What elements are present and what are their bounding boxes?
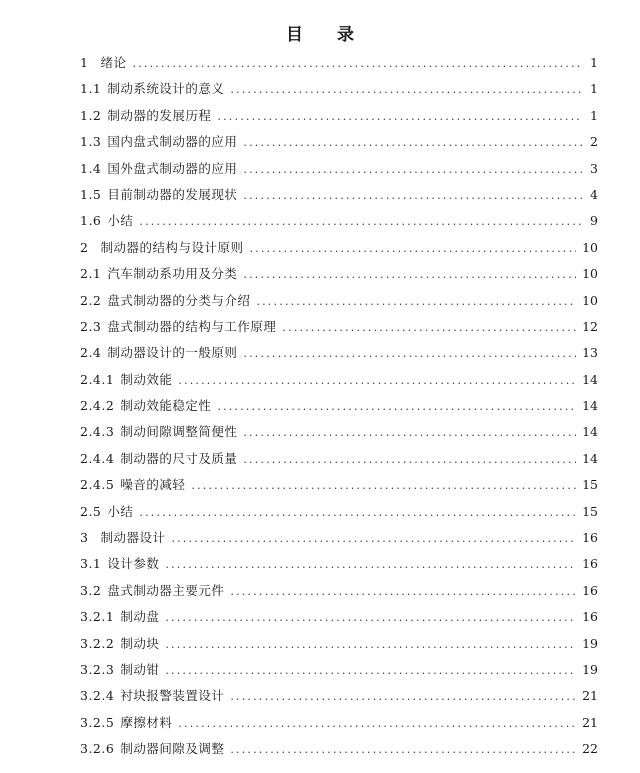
toc-entry-number: 3.1 <box>80 556 102 572</box>
toc-entry-page: 1 <box>590 107 598 123</box>
toc-dot-leader <box>191 473 576 498</box>
toc-entry-title: 制动器的尺寸及质量 <box>120 450 238 466</box>
toc-entry-number: 2.1 <box>80 266 102 282</box>
toc-entry-number: 2.4.5 <box>80 477 115 493</box>
toc-entry-title: 噪音的减轻 <box>120 477 186 493</box>
toc-entry[interactable] <box>80 604 598 630</box>
toc-entry-page: 15 <box>582 503 598 519</box>
toc-title: 目 录 <box>286 25 368 45</box>
toc-entry-title: 制动效能稳定性 <box>120 398 212 414</box>
toc-dot-leader <box>230 684 576 709</box>
toc-dot-leader <box>165 552 576 577</box>
toc-dot-leader <box>217 394 576 419</box>
toc-entry-title: 国外盘式制动器的应用 <box>107 160 238 176</box>
toc-entry[interactable] <box>80 446 598 472</box>
toc-dot-leader <box>230 77 582 102</box>
toc-entry-page: 10 <box>582 292 598 308</box>
toc-entry[interactable] <box>80 657 598 683</box>
toc-entry-title: 衬块报警装置设计 <box>120 688 225 704</box>
toc-entry-title: 汽车制动系功用及分类 <box>107 266 238 282</box>
toc-entry-title: 小结 <box>107 503 134 519</box>
toc-entry-number: 3.2.3 <box>80 661 115 677</box>
toc-entry-number: 1.1 <box>80 81 102 97</box>
toc-entry-page: 14 <box>582 398 598 414</box>
toc-entry-title: 盘式制动器的分类与介绍 <box>107 292 251 308</box>
toc-entry-number: 3.2.4 <box>80 688 115 704</box>
toc-entry-title: 制动系统设计的意义 <box>107 81 225 97</box>
toc-entry-page: 21 <box>582 688 598 704</box>
toc-entry-page: 9 <box>590 213 598 229</box>
toc-entry-number: 3.2.1 <box>80 609 115 625</box>
toc-dot-leader <box>249 236 576 261</box>
toc-entry[interactable] <box>80 710 598 736</box>
toc-entry-page: 16 <box>582 556 598 572</box>
toc-dot-leader <box>256 289 576 314</box>
toc-entry[interactable] <box>80 288 598 314</box>
toc-entry[interactable] <box>80 393 598 419</box>
toc-entry[interactable] <box>80 578 598 604</box>
toc-entry-page: 3 <box>590 160 598 176</box>
toc-entry-page: 1 <box>590 55 598 70</box>
toc-entry-page: 19 <box>582 635 598 651</box>
toc-entry-title: 制动器的发展历程 <box>107 107 212 123</box>
toc-entry-page: 10 <box>582 239 598 255</box>
toc-entry[interactable] <box>80 472 598 498</box>
toc-dot-leader <box>243 130 582 155</box>
toc-entry-number: 1.3 <box>80 134 102 150</box>
toc-entry-number: 2 <box>80 239 89 255</box>
toc-dot-leader <box>139 500 576 525</box>
toc-dot-leader <box>178 711 576 736</box>
toc-entry-title: 制动器的结构与设计原则 <box>100 239 244 255</box>
toc-entry[interactable] <box>80 182 598 208</box>
toc-entry-page: 14 <box>582 424 598 440</box>
toc-entry-title: 制动器设计 <box>100 530 166 546</box>
toc-entry[interactable] <box>80 499 598 525</box>
toc-entry-number: 2.4.4 <box>80 450 115 466</box>
toc-entry-number: 2.2 <box>80 292 102 308</box>
toc-entry-page: 22 <box>582 741 598 757</box>
toc-entry[interactable] <box>80 76 598 102</box>
toc-dot-leader <box>243 341 576 366</box>
toc-entry-number: 3.2.2 <box>80 635 115 651</box>
toc-entry-number: 1.6 <box>80 213 102 229</box>
toc-entry-number: 1.5 <box>80 186 102 202</box>
toc-entry-title: 制动间隙调整简便性 <box>120 424 238 440</box>
toc-dot-leader <box>165 658 576 683</box>
toc-entry-title: 制动器设计的一般原则 <box>107 345 238 361</box>
toc-entry[interactable] <box>80 50 598 76</box>
toc-entry[interactable] <box>80 525 598 551</box>
toc-entry[interactable] <box>80 736 598 762</box>
toc-entry-number: 2.4.2 <box>80 398 115 414</box>
toc-entry-title: 制动盘 <box>120 609 160 625</box>
toc-entry-number: 2.3 <box>80 318 102 334</box>
toc-entry[interactable] <box>80 631 598 657</box>
toc-dot-leader <box>132 51 582 76</box>
toc-entry-page: 16 <box>582 582 598 598</box>
toc-entry-title: 制动效能 <box>120 371 173 387</box>
toc-entry-page: 14 <box>582 450 598 466</box>
toc-entry-title: 盘式制动器主要元件 <box>107 582 225 598</box>
toc-entry[interactable] <box>80 551 598 577</box>
toc-entry[interactable] <box>80 683 598 709</box>
toc-dot-leader <box>165 605 576 630</box>
toc-entry[interactable] <box>80 314 598 340</box>
toc-entry[interactable] <box>80 340 598 366</box>
toc-entry-number: 2.4.3 <box>80 424 115 440</box>
toc-entry-title: 制动块 <box>120 635 160 651</box>
toc-entry-title: 目前制动器的发展现状 <box>107 186 238 202</box>
toc-dot-leader <box>230 579 576 604</box>
toc-entry-number: 1 <box>80 55 89 70</box>
toc-dot-leader <box>171 526 576 551</box>
toc-entry-page: 12 <box>582 318 598 334</box>
toc-dot-leader <box>230 737 576 762</box>
toc-entry-page: 16 <box>582 609 598 625</box>
toc-entry-title: 绪论 <box>100 55 127 70</box>
toc-entry[interactable] <box>80 235 598 261</box>
toc-entry-page: 16 <box>582 530 598 546</box>
toc-entry-number: 3.2 <box>80 582 102 598</box>
toc-dot-leader <box>139 209 582 234</box>
toc-dot-leader <box>165 632 576 657</box>
toc-list <box>80 50 598 763</box>
toc-entry[interactable] <box>80 367 598 393</box>
toc-entry-title: 制动钳 <box>120 661 160 677</box>
toc-entry-number: 1.4 <box>80 160 102 176</box>
toc-entry-number: 3.2.6 <box>80 741 115 757</box>
toc-entry-page: 1 <box>590 81 598 97</box>
toc-entry-number: 3 <box>80 530 89 546</box>
toc-entry-page: 21 <box>582 714 598 730</box>
toc-dot-leader <box>178 368 576 393</box>
toc-entry-title: 盘式制动器的结构与工作原理 <box>107 318 277 334</box>
toc-entry[interactable] <box>80 419 598 445</box>
toc-entry-page: 15 <box>582 477 598 493</box>
toc-entry-page: 10 <box>582 266 598 282</box>
toc-entry-title: 设计参数 <box>107 556 160 572</box>
toc-entry-page: 19 <box>582 661 598 677</box>
toc-entry[interactable] <box>80 261 598 287</box>
toc-dot-leader <box>243 420 576 445</box>
toc-entry-page: 2 <box>590 134 598 150</box>
toc-entry-number: 2.4 <box>80 345 102 361</box>
toc-entry-page: 14 <box>582 371 598 387</box>
toc-dot-leader <box>243 447 576 472</box>
toc-entry-page: 13 <box>582 345 598 361</box>
toc-entry-page: 4 <box>590 186 598 202</box>
toc-dot-leader <box>243 262 576 287</box>
toc-entry[interactable] <box>80 103 598 129</box>
toc-entry-number: 1.2 <box>80 107 102 123</box>
toc-entry-title: 制动器间隙及调整 <box>120 741 225 757</box>
toc-entry-title: 摩擦材料 <box>120 714 173 730</box>
toc-entry-number: 2.5 <box>80 503 102 519</box>
toc-entry[interactable] <box>80 208 598 234</box>
toc-entry-title: 国内盘式制动器的应用 <box>107 134 238 150</box>
toc-dot-leader <box>243 157 582 182</box>
toc-entry-title: 小结 <box>107 213 134 229</box>
toc-dot-leader <box>282 315 576 340</box>
toc-entry[interactable] <box>80 156 598 182</box>
toc-entry[interactable] <box>80 129 598 155</box>
toc-entry-number: 3.2.5 <box>80 714 115 730</box>
toc-dot-leader <box>217 104 582 129</box>
toc-entry-number: 2.4.1 <box>80 371 115 387</box>
toc-dot-leader <box>243 183 582 208</box>
